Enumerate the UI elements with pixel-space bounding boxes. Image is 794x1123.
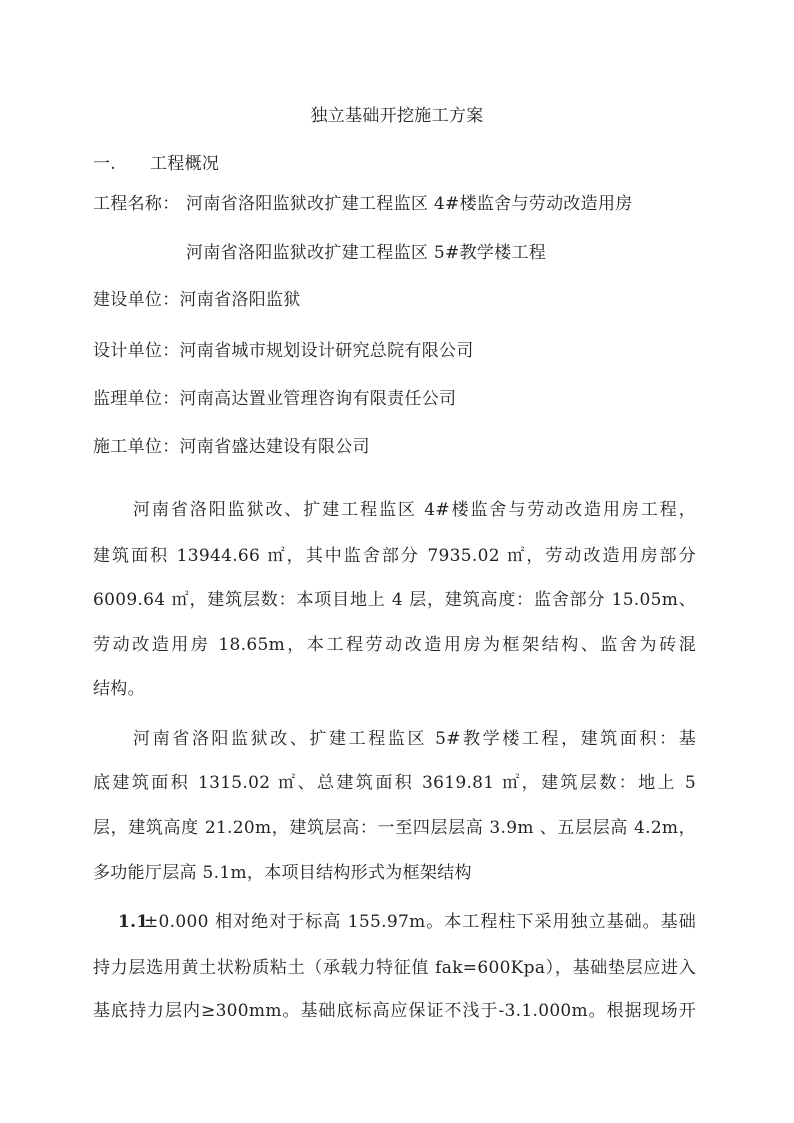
project-name-line-2: 河南省洛阳监狱改扩建工程监区 5#教学楼工程 xyxy=(186,243,547,263)
paragraph-line: 层，建筑高度 21.20m，建筑层高：一至四层层高 3.9m 、五层层高 4.2m， xyxy=(93,818,696,838)
paragraph-line: 底建筑面积 1315.02 ㎡、总建筑面积 3619.81 ㎡，建筑层数：地上 5 xyxy=(93,773,696,793)
document-title: 独立基础开挖施工方案 xyxy=(310,106,484,126)
section-number: 一. xyxy=(93,154,117,174)
paragraph-line: 河南省洛阳监狱改、扩建工程监区 4#楼监舍与劳动改造用房工程， xyxy=(133,500,696,520)
paragraph-line: 6009.64 ㎡，建筑层数：本项目地上 4 层，建筑高度：监舍部分 15.05m、 xyxy=(93,590,696,610)
paragraph-line: 建筑面积 13944.66 ㎡，其中监舍部分 7935.02 ㎡，劳动改造用房部分 xyxy=(93,546,696,566)
paragraph-line: 劳动改造用房 18.65m，本工程劳动改造用房为框架结构、监舍为砖混 xyxy=(93,635,696,655)
design-unit: 设计单位：河南省城市规划设计研究总院有限公司 xyxy=(93,341,474,361)
clause-number: 1.1 xyxy=(118,912,149,932)
construction-unit: 施工单位：河南省盛达建设有限公司 xyxy=(93,437,370,457)
section-heading: 工程概况 xyxy=(150,154,220,174)
supervision-unit: 监理单位：河南高达置业管理咨询有限责任公司 xyxy=(93,389,457,409)
paragraph-line: 基底持力层内≥300mm。基础底标高应保证不浅于-3.1.000m。根据现场开 xyxy=(93,1001,696,1021)
paragraph-line: ±0.000 相对绝对于标高 155.97m。本工程柱下采用独立基础。基础 xyxy=(144,912,696,932)
paragraph-line: 多功能厅层高 5.1m，本项目结构形式为框架结构 xyxy=(93,863,472,883)
project-name-line-1: 河南省洛阳监狱改扩建工程监区 4#楼监舍与劳动改造用房 xyxy=(186,194,633,214)
owner-unit: 建设单位：河南省洛阳监狱 xyxy=(93,290,301,310)
project-name-label: 工程名称： xyxy=(93,194,180,214)
paragraph-line: 结构。 xyxy=(93,679,145,699)
paragraph-line: 持力层选用黄土状粉质粘土（承载力特征值 fak=600Kpa），基础垫层应进入 xyxy=(93,958,696,978)
paragraph-line: 河南省洛阳监狱改、扩建工程监区 5#教学楼工程，建筑面积：基 xyxy=(133,729,696,749)
